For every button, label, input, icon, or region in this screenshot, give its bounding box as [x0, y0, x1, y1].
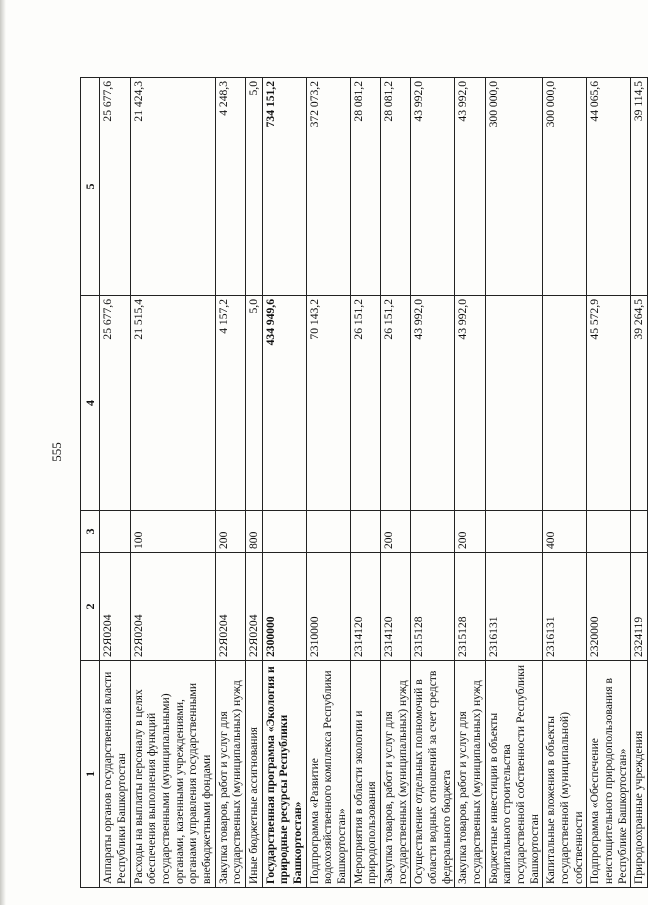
row-value-col5-cell: 43 992,0 [411, 78, 455, 296]
row-name-cell: Мероприятия в области экологии и природопользования [350, 661, 380, 888]
row-value-col4-cell: 26 151,2 [380, 296, 410, 511]
table-row [350, 78, 380, 888]
row-value-col4-cell: 4 157,2 [215, 296, 245, 511]
row-expense-type-cell: 200 [455, 511, 485, 553]
row-code-cell: 2310000 [306, 553, 350, 661]
row-value-col5-cell: 734 151,2 [262, 78, 306, 296]
row-value-col4-cell: 70 143,2 [306, 296, 350, 511]
row-value-col5-cell: 25 677,6 [100, 78, 130, 296]
row-value-col4-cell [543, 296, 587, 511]
table-row [100, 78, 130, 888]
row-name-cell: Иные бюджетные ассигнования [245, 661, 262, 888]
row-value-col5-cell: 372 073,2 [306, 78, 350, 296]
row-value-col4-cell: 39 264,5 [631, 296, 648, 511]
row-expense-type-cell: 100 [130, 511, 215, 553]
row-code-cell: 2315128 [455, 553, 485, 661]
column-header: 3 [81, 511, 100, 553]
row-expense-type-cell: 800 [245, 511, 262, 553]
row-name-cell: Подпрограмма «Развитие водохозяйственного комплекса Республики Башкортостан» [306, 661, 350, 888]
budget-table [80, 77, 648, 888]
row-code-cell: 22Я0204 [130, 553, 215, 661]
row-name-cell: Природоохранные учреждения [631, 661, 648, 888]
row-value-col4-cell: 434 949,6 [262, 296, 306, 511]
row-code-cell: 2316131 [485, 553, 543, 661]
row-code-cell: 2320000 [587, 553, 631, 661]
rotated-table-container [80, 78, 646, 888]
table-body [100, 78, 648, 888]
row-expense-type-cell: 400 [543, 511, 587, 553]
row-expense-type-cell [350, 511, 380, 553]
table-row [543, 78, 587, 888]
row-value-col5-cell: 43 992,0 [455, 78, 485, 296]
row-expense-type-cell [485, 511, 543, 553]
column-header: 4 [81, 296, 100, 511]
row-code-cell: 22Я0204 [100, 553, 130, 661]
row-value-col5-cell: 39 114,5 [631, 78, 648, 296]
table-row [245, 78, 262, 888]
column-header: 1 [81, 661, 100, 888]
row-value-col5-cell: 28 081,2 [380, 78, 410, 296]
row-expense-type-cell [587, 511, 631, 553]
table-row [130, 78, 215, 888]
row-value-col5-cell: 4 248,3 [215, 78, 245, 296]
row-code-cell: 2316131 [543, 553, 587, 661]
row-code-cell: 2300000 [262, 553, 306, 661]
row-value-col5-cell: 21 424,3 [130, 78, 215, 296]
table-row [380, 78, 410, 888]
row-name-cell: Закупка товаров, работ и услуг для государственных (муниципальных) нужд [215, 661, 245, 888]
table-row [411, 78, 455, 888]
row-value-col4-cell: 43 992,0 [411, 296, 455, 511]
scan-edge [0, 0, 6, 905]
table-row [485, 78, 543, 888]
row-name-cell: Государственная программа «Экология и природные ресурсы Республики Башкортостан» [262, 661, 306, 888]
column-header: 2 [81, 553, 100, 661]
row-expense-type-cell [100, 511, 130, 553]
row-value-col4-cell: 26 151,2 [350, 296, 380, 511]
row-name-cell: Капитальные вложения в объекты государственной (муниципальной) собственности [543, 661, 587, 888]
row-value-col4-cell: 25 677,6 [100, 296, 130, 511]
row-expense-type-cell [262, 511, 306, 553]
row-expense-type-cell [306, 511, 350, 553]
table-row [215, 78, 245, 888]
row-code-cell: 2324119 [631, 553, 648, 661]
row-name-cell: Осуществление отдельных полномочий в области водных отношений за счет средств федерального бюджета [411, 661, 455, 888]
row-value-col4-cell: 45 572,9 [587, 296, 631, 511]
row-name-cell: Закупка товаров, работ и услуг для государственных (муниципальных) нужд [455, 661, 485, 888]
table-row [455, 78, 485, 888]
row-code-cell: 2315128 [411, 553, 455, 661]
row-code-cell: 22Я0204 [215, 553, 245, 661]
row-value-col5-cell: 44 065,6 [587, 78, 631, 296]
row-expense-type-cell [411, 511, 455, 553]
row-code-cell: 2314120 [350, 553, 380, 661]
table-header-row [81, 78, 100, 888]
row-name-cell: Расходы на выплаты персоналу в целях обеспечения выполнения функций государственными (муниципальными) органами, казенными учреждениями, органами управления государственными внебюджетными фондами [130, 661, 215, 888]
column-header: 5 [81, 78, 100, 296]
row-expense-type-cell: 200 [215, 511, 245, 553]
row-value-col5-cell: 300 000,0 [543, 78, 587, 296]
row-value-col5-cell: 28 081,2 [350, 78, 380, 296]
row-value-col4-cell [485, 296, 543, 511]
row-name-cell: Бюджетные инвестиции в объекты капитального строительства государственной собственности Республики Башкортостан [485, 661, 543, 888]
table-row [262, 78, 306, 888]
table-row [587, 78, 631, 888]
row-value-col5-cell: 300 000,0 [485, 78, 543, 296]
row-name-cell: Подпрограмма «Обеспечение неистощительного природопользования в Республике Башкортостан» [587, 661, 631, 888]
row-code-cell: 2314120 [380, 553, 410, 661]
row-name-cell: Закупка товаров, работ и услуг для государственных (муниципальных) нужд [380, 661, 410, 888]
row-value-col4-cell: 43 992,0 [455, 296, 485, 511]
row-value-col4-cell: 5,0 [245, 296, 262, 511]
table-row [631, 78, 648, 888]
row-code-cell: 22Я0204 [245, 553, 262, 661]
row-name-cell: Аппараты органов государственной власти Республики Башкортостан [100, 661, 130, 888]
row-expense-type-cell [631, 511, 648, 553]
page-number: 555 [49, 442, 64, 462]
row-value-col5-cell: 5,0 [245, 78, 262, 296]
row-expense-type-cell: 200 [380, 511, 410, 553]
row-value-col4-cell: 21 515,4 [130, 296, 215, 511]
table-row [306, 78, 350, 888]
